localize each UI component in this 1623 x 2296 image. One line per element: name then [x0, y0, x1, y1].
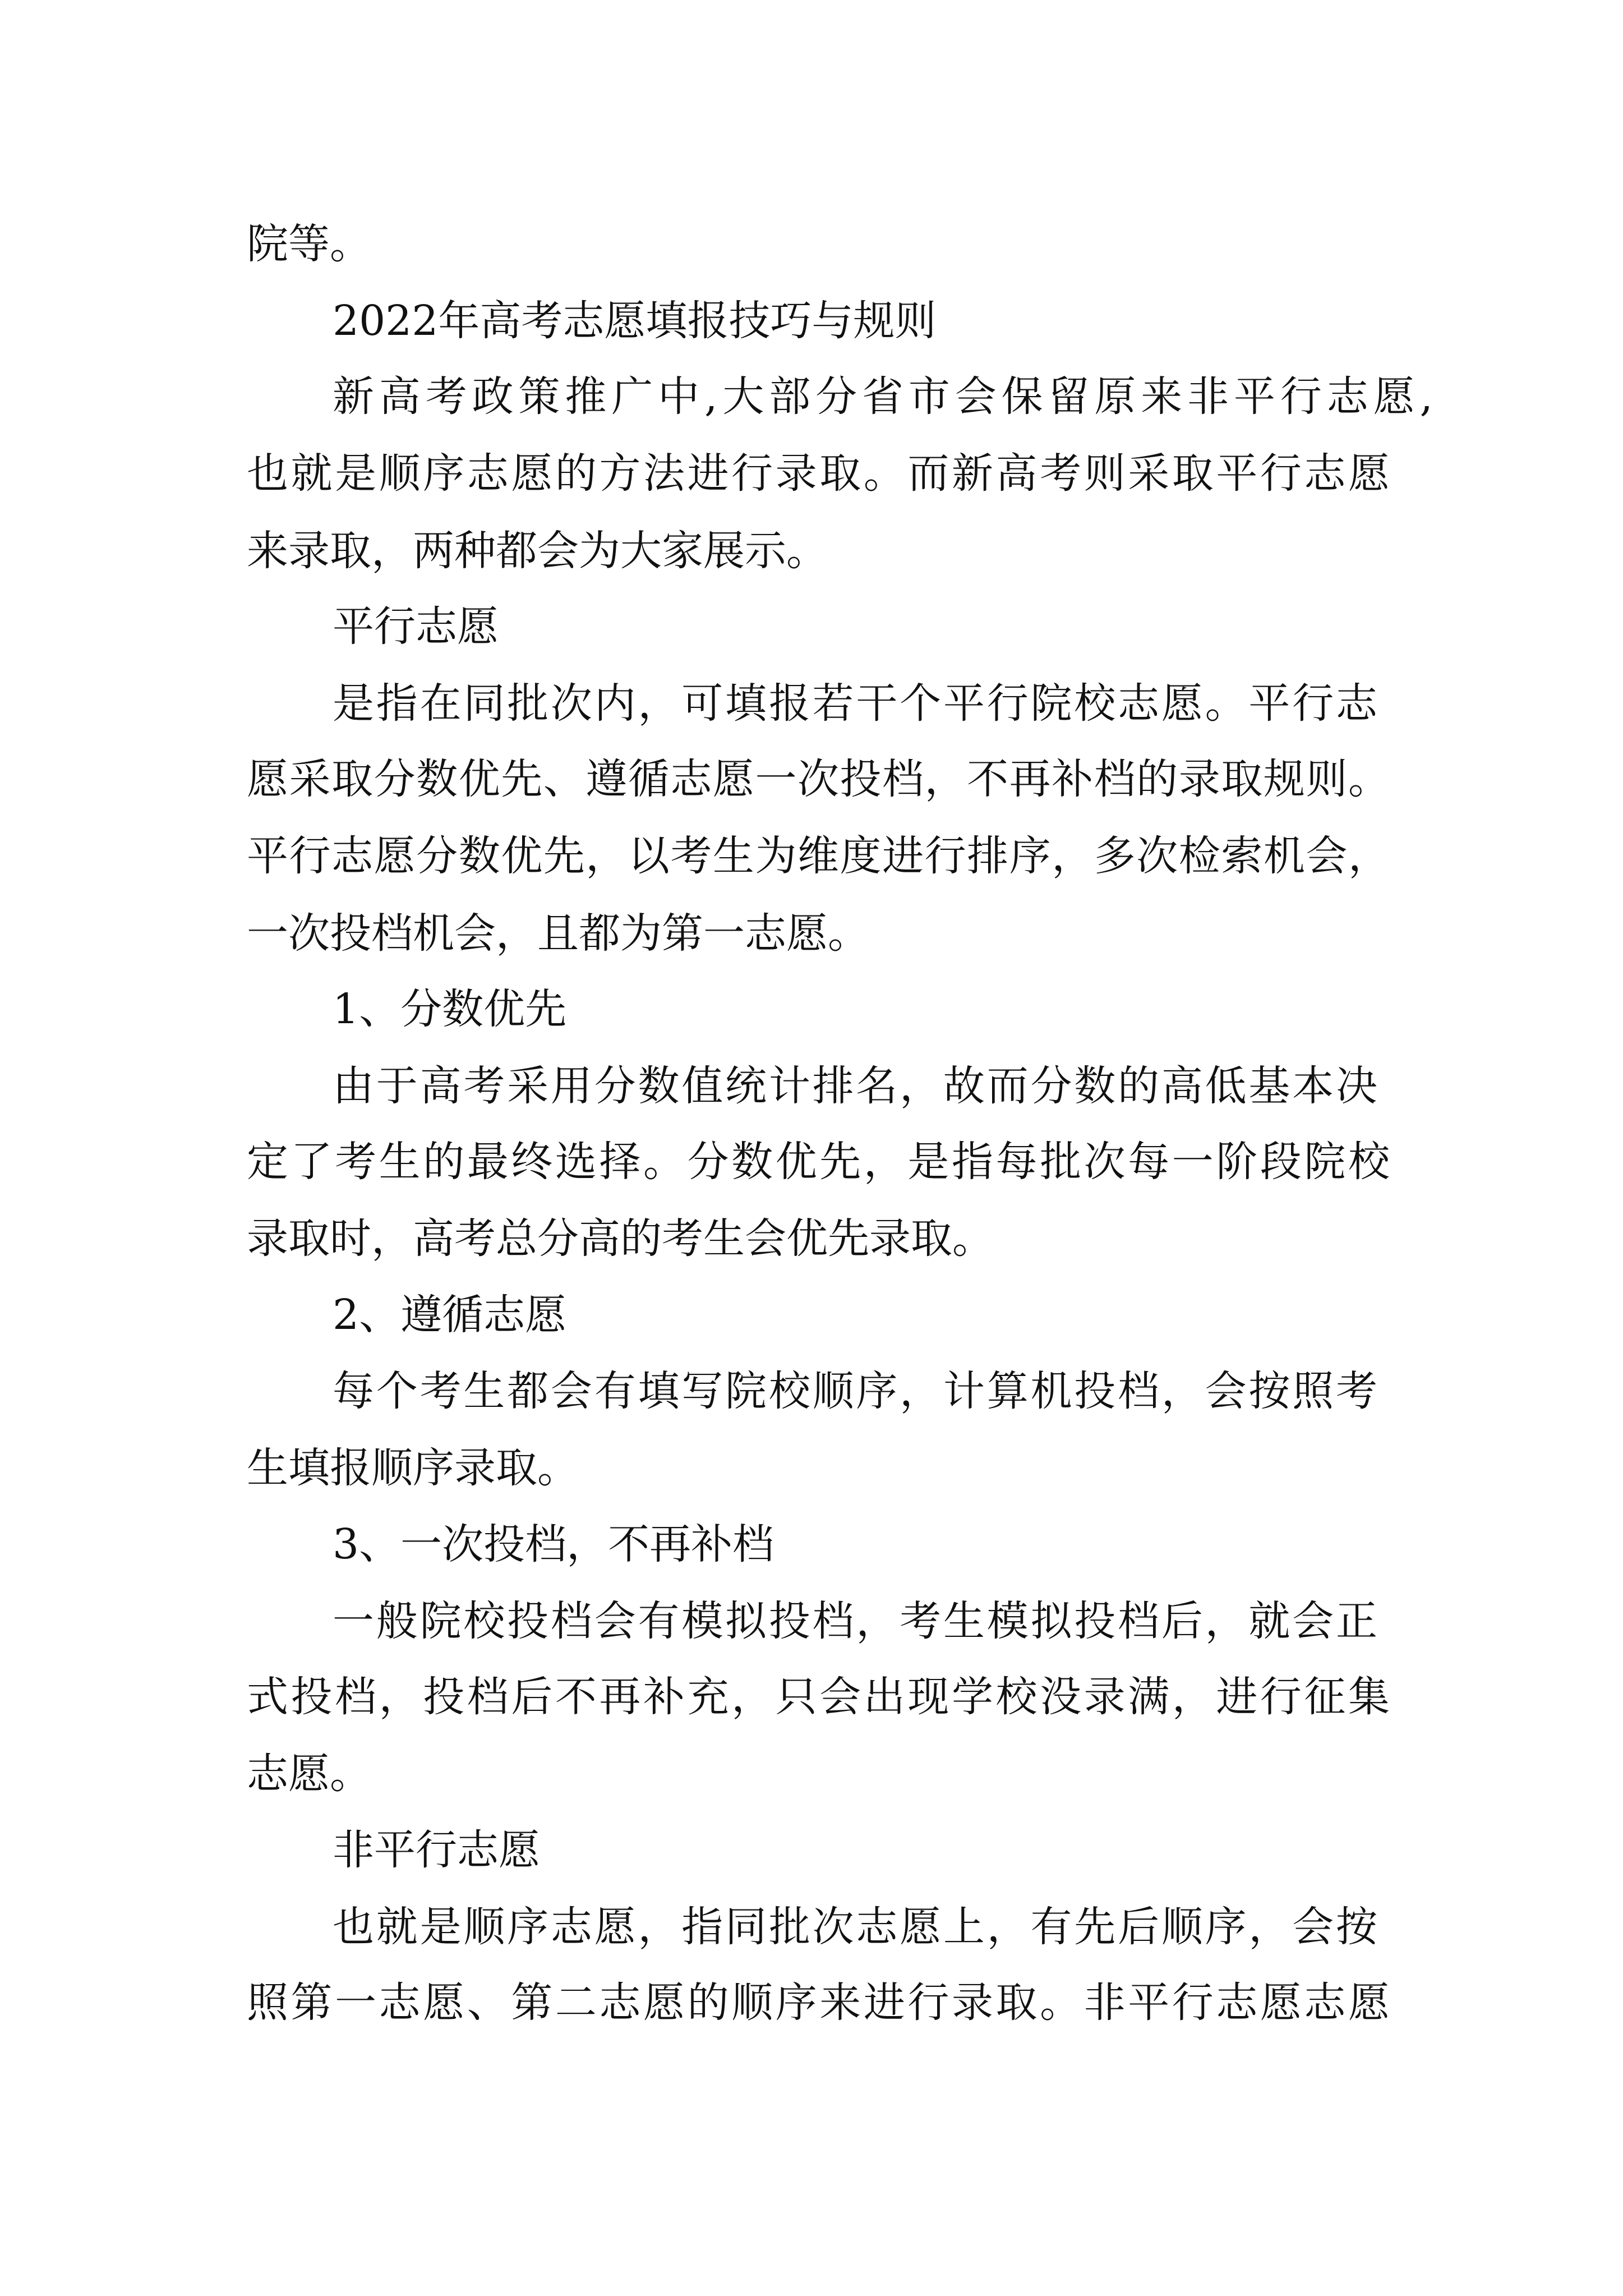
text-line: 由于高考采用分数值统计排名，故而分数的高低基本决 — [333, 1062, 1377, 1110]
text-line: 照第一志愿、第二志愿的顺序来进行录取。非平行志愿志愿 — [247, 1978, 1390, 2027]
subheading: 平行志愿 — [333, 602, 499, 651]
text-line: 一般院校投档会有模拟投档，考生模拟投档后，就会正 — [333, 1597, 1377, 1645]
text-line: 院等。 — [247, 220, 371, 268]
subheading: 2、遵循志愿 — [333, 1291, 567, 1339]
text-line: 生填报顺序录取。 — [247, 1444, 579, 1492]
subheading: 1、分数优先 — [333, 985, 567, 1033]
section-title: 2022年高考志愿填报技巧与规则 — [333, 297, 937, 345]
text-line: 一次投档机会，且都为第一志愿。 — [247, 909, 869, 958]
text-line: 平行志愿分数优先，以考生为维度进行排序，多次检索机会， — [247, 832, 1390, 880]
text-line: 志愿。 — [247, 1750, 371, 1798]
text-line: 录取时，高考总分高的考生会优先录取。 — [247, 1214, 994, 1263]
text-line: 每个考生都会有填写院校顺序，计算机投档，会按照考 — [333, 1367, 1377, 1415]
subheading: 3、一次投档，不再补档 — [333, 1520, 774, 1568]
text-line: 式投档，投档后不再补充，只会出现学校没录满，进行征集 — [247, 1673, 1390, 1721]
text-line: 是指在同批次内，可填报若干个平行院校志愿。平行志 — [333, 679, 1377, 728]
text-line: 也就是顺序志愿，指同批次志愿上，有先后顺序，会按 — [333, 1903, 1377, 1951]
text-line: 定了考生的最终选择。分数优先，是指每批次每一阶段院校 — [247, 1138, 1390, 1186]
text-line: 新高考政策推广中,大部分省市会保留原来非平行志愿, — [333, 372, 1433, 421]
text-line: 愿采取分数优先、遵循志愿一次投档，不再补档的录取规则。 — [247, 755, 1390, 803]
subheading: 非平行志愿 — [333, 1826, 540, 1874]
text-line: 来录取，两种都会为大家展示。 — [247, 527, 828, 575]
text-line: 也就是顺序志愿的方法进行录取。而新高考则采取平行志愿 — [247, 449, 1390, 498]
